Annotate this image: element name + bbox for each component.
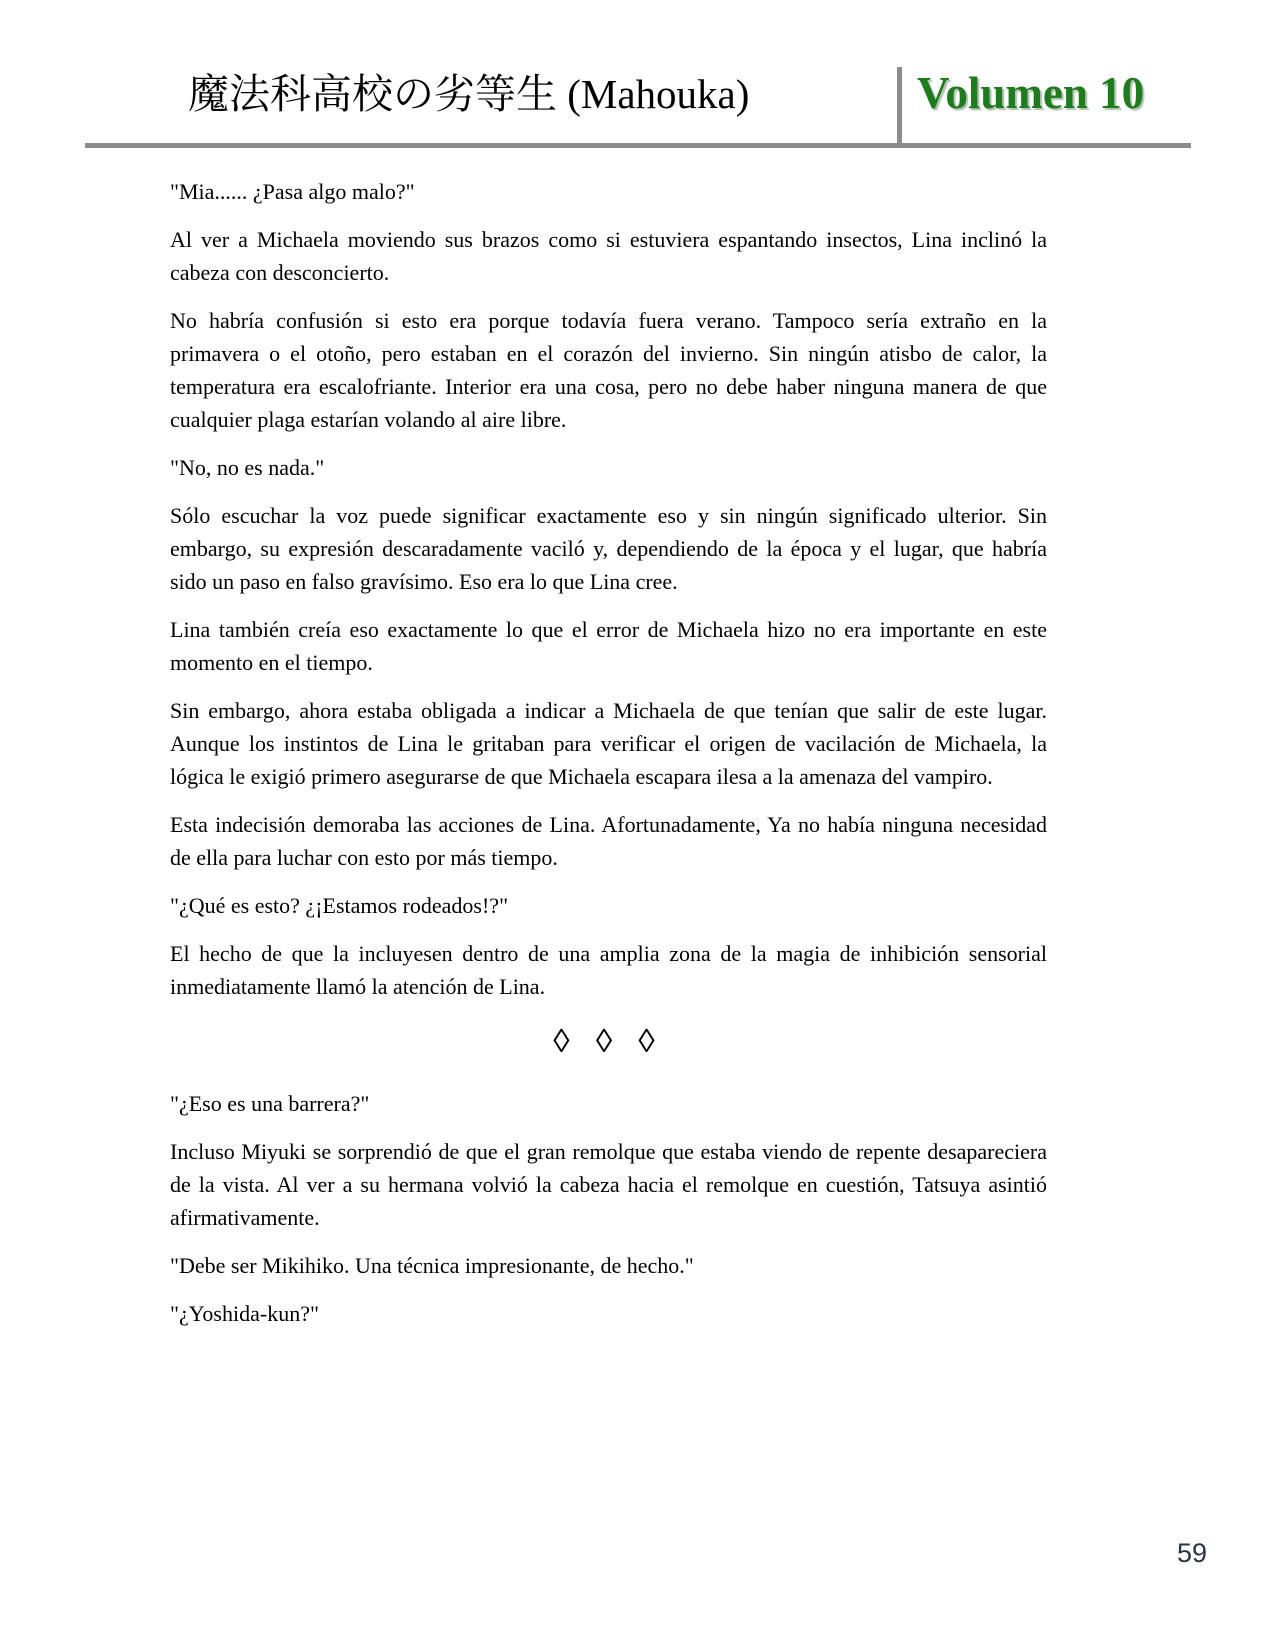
- page-body: [170, 175, 1047, 1345]
- paragraph: "¿Yoshida-kun?": [170, 1301, 319, 1326]
- paragraph: Al ver a Michaela moviendo sus brazos como si estuviera espantando insectos, Lina inclinó la cabeza con desconcierto.: [170, 227, 1047, 285]
- paragraph: El hecho de que la incluyesen dentro de una amplia zona de la magia de inhibición sensorial inmediatamente llamó la atención de Lina.: [170, 941, 1047, 999]
- paragraph: No habría confusión si esto era porque todavía fuera verano. Tampoco sería extraño en la primavera o el otoño, pero estaban en el corazón del invierno. Sin ningún atisbo de calor, la temperatura era escalofriante. Interior era una cosa, pero no debe haber ninguna manera de que cualquier plaga estarían volando al aire libre.: [170, 308, 1047, 432]
- paragraph: Incluso Miyuki se sorprendió de que el gran remolque que estaba viendo de repente desapareciera de la vista. Al ver a su hermana volvió la cabeza hacia el remolque en cuestión, Tatsuya asintió afirmativamente.: [170, 1139, 1047, 1230]
- paragraph: "No, no es nada.": [170, 455, 325, 480]
- paragraph: Sólo escuchar la voz puede significar exactamente eso y sin ningún significado ulterior. Sin embargo, su expresión descaradamente vaciló y, dependiendo de la época y el lugar, que habría sido un paso en falso gravísimo. Eso era lo que Lina cree.: [170, 503, 1047, 594]
- paragraph: Sin embargo, ahora estaba obligada a indicar a Michaela de que tenían que salir de este lugar. Aunque los instintos de Lina le gritaban para verificar el origen de vacilación de Michaela, la lógica le exigió primero asegurarse de que Michaela escapara ilesa a la amenaza del vampiro.: [170, 698, 1047, 789]
- paragraph: "¿Eso es una barrera?": [170, 1091, 370, 1116]
- page-title: 魔法科高校の劣等生 (Mahouka): [188, 71, 750, 117]
- header-divider-bar: [897, 67, 902, 144]
- paragraph: "Debe ser Mikihiko. Una técnica impresionante, de hecho.": [170, 1253, 694, 1278]
- paragraph: "Mia...... ¿Pasa algo malo?": [170, 179, 415, 204]
- page-number: 59: [1176, 1538, 1207, 1568]
- header-rule: [85, 143, 1191, 148]
- paragraph: Esta indecisión demoraba las acciones de Lina. Afortunadamente, Ya no había ninguna necesidad de ella para luchar con esto por más tiempo.: [170, 812, 1047, 870]
- scene-divider: ◊ ◊ ◊: [553, 1024, 664, 1060]
- paragraph: "¿Qué es esto? ¿¡Estamos rodeados!?": [170, 893, 509, 918]
- page-header: [0, 0, 1275, 148]
- volume-label: Volumen 10: [917, 68, 1145, 118]
- paragraph: Lina también creía eso exactamente lo que el error de Michaela hizo no era importante en este momento en el tiempo.: [170, 617, 1047, 675]
